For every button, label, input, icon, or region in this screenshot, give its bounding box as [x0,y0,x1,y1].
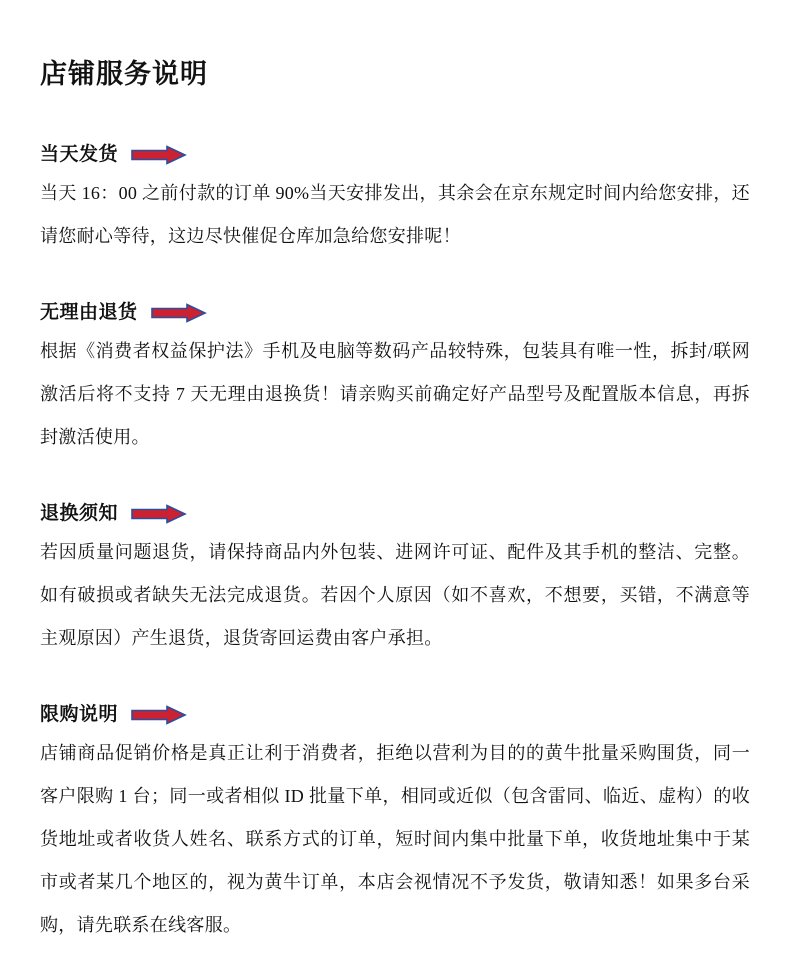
section-title: 当天发货 [40,144,119,165]
section-title: 退换须知 [40,503,119,524]
section-body: 当天 16：00 之前付款的订单 90%当天安排发出，其余会在京东规定时间内给您安排，还请您耐心等待，这边尽快催促仓库加急给您安排呢！ [40,183,750,246]
section-header [40,300,750,326]
section-return-notice [40,501,750,660]
section-body: 根据《消费者权益保护法》手机及电脑等数码产品较特殊，包装具有唯一性，拆封/联网激活后将不支持 7 天无理由退换货！请亲购买前确定好产品型号及配置版本信息，再拆封激活使用。 [40,341,750,447]
section-purchase-limit [40,702,750,947]
section-same-day-shipping [40,142,750,258]
right-arrow-icon [131,145,187,165]
section-body: 店铺商品促销价格是真正让利于消费者，拒绝以营利为目的的黄牛批量采购围货，同一客户限购 1 台；同一或者相似 ID 批量下单，相同或近似（包含雷同、临近、虚构）的收货地址或者收货人姓名、联系方式的订单，短时间内集中批量下单，收货地址集中于某市或者某几个地区的，视为黄牛订单，本店会视情况不予发货，敬请知悉！如果多台采购，请先联系在线客服。 [40,743,750,935]
section-header [40,142,750,168]
right-arrow-icon [131,705,187,725]
section-no-reason-return [40,300,750,459]
section-title: 限购说明 [40,704,119,725]
section-title: 无理由退货 [40,302,138,323]
page-title: 店铺服务说明 [40,59,208,89]
section-header [40,501,750,527]
section-header [40,702,750,728]
section-body: 若因质量问题退货，请保持商品内外包装、进网许可证、配件及其手机的整洁、完整。如有破损或者缺失无法完成退货。若因个人原因（如不喜欢，不想要，买错，不满意等主观原因）产生退货，退货寄回运费由客户承担。 [40,542,750,648]
right-arrow-icon [131,504,187,524]
right-arrow-icon [151,303,207,323]
